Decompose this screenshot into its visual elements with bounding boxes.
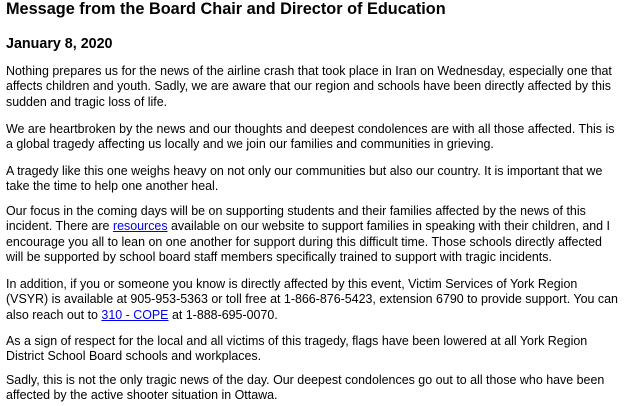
paragraph-line: As a sign of respect for the local and all victims of this tragedy, flags have been lowered at all York Region [6, 334, 588, 348]
resources-link[interactable]: resources [112, 219, 168, 234]
text-segment: at 1-888-695-0070. [168, 307, 278, 322]
paragraph-line: Our focus in the coming days will be on supporting students and their families affected by the news of this [6, 204, 586, 218]
text-segment: available on our website to support families in speaking with their children, and I [167, 219, 611, 234]
paragraph-line: take the time to help one another heal. [6, 179, 219, 194]
paragraph-flags [6, 334, 640, 365]
paragraph-line: Sadly, this is not the only tragic news of the day. Our deepest condolences go out to all those who have been [6, 373, 605, 387]
paragraph-line: a global tragedy affecting us locally and we join our families and communities in grieving. [6, 137, 494, 152]
paragraph-line: affects children and youth. Sadly, we are aware that our region and schools have been directly affected by this [6, 79, 611, 94]
paragraph-support-focus [6, 204, 640, 265]
cope-link[interactable]: 310 - COPE [101, 307, 169, 322]
paragraph-line: affected by the active shooter situation in Ottawa. [6, 388, 278, 403]
paragraph-victim-services [6, 277, 640, 323]
paragraph-heal [6, 164, 640, 195]
paragraph-line [6, 219, 640, 234]
paragraph-line: Nothing prepares us for the news of the airline crash that took place in Iran on Wednesday, especially one that [6, 64, 612, 78]
text-segment: incident. There are [6, 219, 113, 234]
paragraph-condolences [6, 122, 640, 153]
paragraph-line: We are heartbroken by the news and our thoughts and deepest condolences are with all those affected. This is [6, 122, 615, 136]
text-segment: also reach out to [6, 307, 102, 322]
paragraph-line [6, 308, 640, 323]
paragraph-line: sudden and tragic loss of life. [6, 94, 168, 109]
paragraph-line: A tragedy like this one weighs heavy on not only our communities but also our country. It is important that we [6, 164, 603, 178]
paragraph-airline-crash [6, 64, 640, 110]
paragraph-line: will be supported by school board staff members specifically trained to support with tragic incidents. [6, 249, 552, 264]
paragraph-line: District School Board schools and workplaces. [6, 349, 262, 364]
message-date: January 8, 2020 [6, 36, 113, 52]
page-title: Message from the Board Chair and Director of Education [6, 0, 446, 18]
paragraph-line: encourage you all to lean on one another for support during this difficult time. Those schools directly affected [6, 234, 602, 249]
paragraph-ottawa [6, 373, 640, 404]
paragraph-line: (VSYR) is available at 905-953-5363 or toll free at 1-866-876-5423, extension 6790 to provide support. You can [6, 292, 618, 307]
paragraph-line: In addition, if you or someone you know is directly affected by this event, Victim Services of York Region [6, 277, 578, 291]
